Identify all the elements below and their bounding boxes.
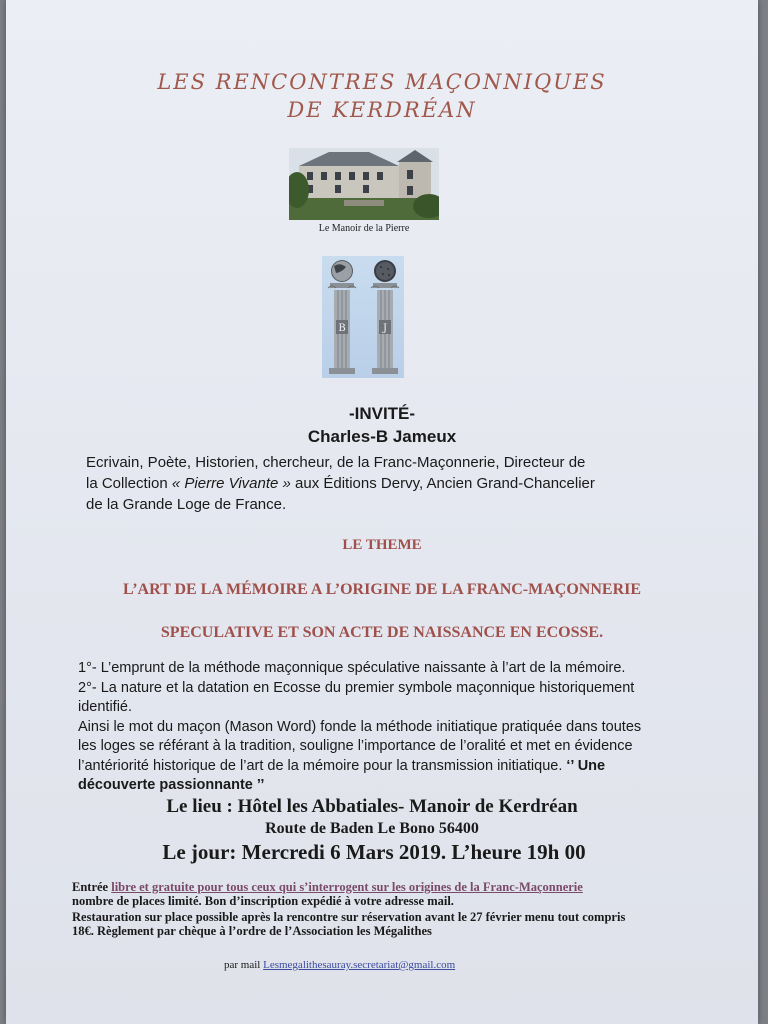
entry-text: Entrée bbox=[72, 880, 112, 894]
pillar-letter-b: B bbox=[338, 323, 346, 334]
entry-text-2: nombre de places limité. Bon d’inscription expédié à votre adresse mail. bbox=[72, 894, 454, 908]
manor-photo bbox=[289, 148, 439, 220]
venue-line-1: Le lieu : Hôtel les Abbatiales- Manoir de Kerdréan bbox=[166, 796, 578, 817]
theme-line-2: SPECULATIVE ET SON ACTE DE NAISSANCE EN ECOSSE. bbox=[160, 624, 604, 641]
contact-line bbox=[224, 958, 455, 972]
mail-label: par mail bbox=[224, 959, 264, 971]
pillars-illustration bbox=[322, 256, 404, 378]
title-line-1: LES RENCONTRES MAÇONNIQUES bbox=[157, 70, 607, 94]
title-line-2: DE KERDRÉAN bbox=[287, 98, 477, 122]
guest-bio-line-1: Ecrivain, Poète, Historien, chercheur, de la Franc-Maçonnerie, Directeur de bbox=[86, 454, 586, 471]
venue-line-2: Route de Baden Le Bono 56400 bbox=[265, 820, 479, 837]
description bbox=[78, 659, 698, 796]
guest-label: -INVITÉ- bbox=[348, 404, 416, 423]
guest-name: Charles-B Jameux bbox=[307, 427, 457, 446]
description-para: les loges se référant à la tradition, souligne l’importance de l’oralité et met en évidence bbox=[78, 738, 633, 754]
description-point-2: 2°- La nature et la datation en Ecosse du premier symbole maçonnique historiquement bbox=[78, 679, 635, 696]
guest-bio-line-2 bbox=[86, 473, 758, 494]
description-point-2-cont: identifié. bbox=[78, 699, 133, 715]
entry-link[interactable]: libre et gratuite pour tous ceux qui s’interrogent sur les origines de la Franc-Maçonnerie bbox=[111, 880, 583, 894]
guest-bio-line-3: de la Grande Loge de France. bbox=[86, 496, 287, 513]
email-link[interactable]: Lesmegalithesauray.secretariat@gmail.com bbox=[263, 959, 456, 971]
bio-text: la Collection bbox=[86, 475, 172, 492]
restaurant-line-1: Restauration sur place possible après la rencontre sur réservation avant le 27 février menu tout compris bbox=[72, 910, 626, 924]
photo-caption: Le Manoir de la Pierre bbox=[318, 223, 410, 234]
description-para bbox=[78, 757, 698, 777]
description-point-1: 1°- L’emprunt de la méthode maçonnique spéculative naissante à l’art de la mémoire. bbox=[78, 660, 626, 676]
guest-bio bbox=[86, 452, 758, 515]
description-para: Ainsi le mot du maçon (Mason Word) fonde la méthode initiatique pratiquée dans toutes bbox=[78, 718, 642, 735]
theme-label: LE THEME bbox=[342, 537, 422, 553]
event-date: Le jour: Mercredi 6 Mars 2019. L’heure 19h 00 bbox=[162, 840, 586, 864]
flyer-sheet bbox=[6, 0, 758, 1024]
pillar-letter-j: J bbox=[382, 323, 388, 334]
theme-line-1: L’ART DE LA MÉMOIRE A L’ORIGINE DE LA FRANC-MAÇONNERIE bbox=[122, 581, 642, 598]
collection-name: « Pierre Vivante » bbox=[171, 475, 291, 492]
quote-text: ‘’ Une bbox=[566, 757, 606, 774]
restaurant-line-2: 18€. Règlement par chèque à l’ordre de l’Association les Mégalithes bbox=[72, 924, 432, 938]
restaurant-info bbox=[72, 910, 742, 938]
entry-info bbox=[72, 880, 732, 908]
bio-text: aux Éditions Dervy, Ancien Grand-Chancelier bbox=[290, 475, 595, 492]
quote-text: découverte passionnante ’’ bbox=[78, 777, 265, 793]
description-text: l’antériorité historique de l’art de la mémoire pour la transmission initiatique. bbox=[78, 757, 567, 774]
